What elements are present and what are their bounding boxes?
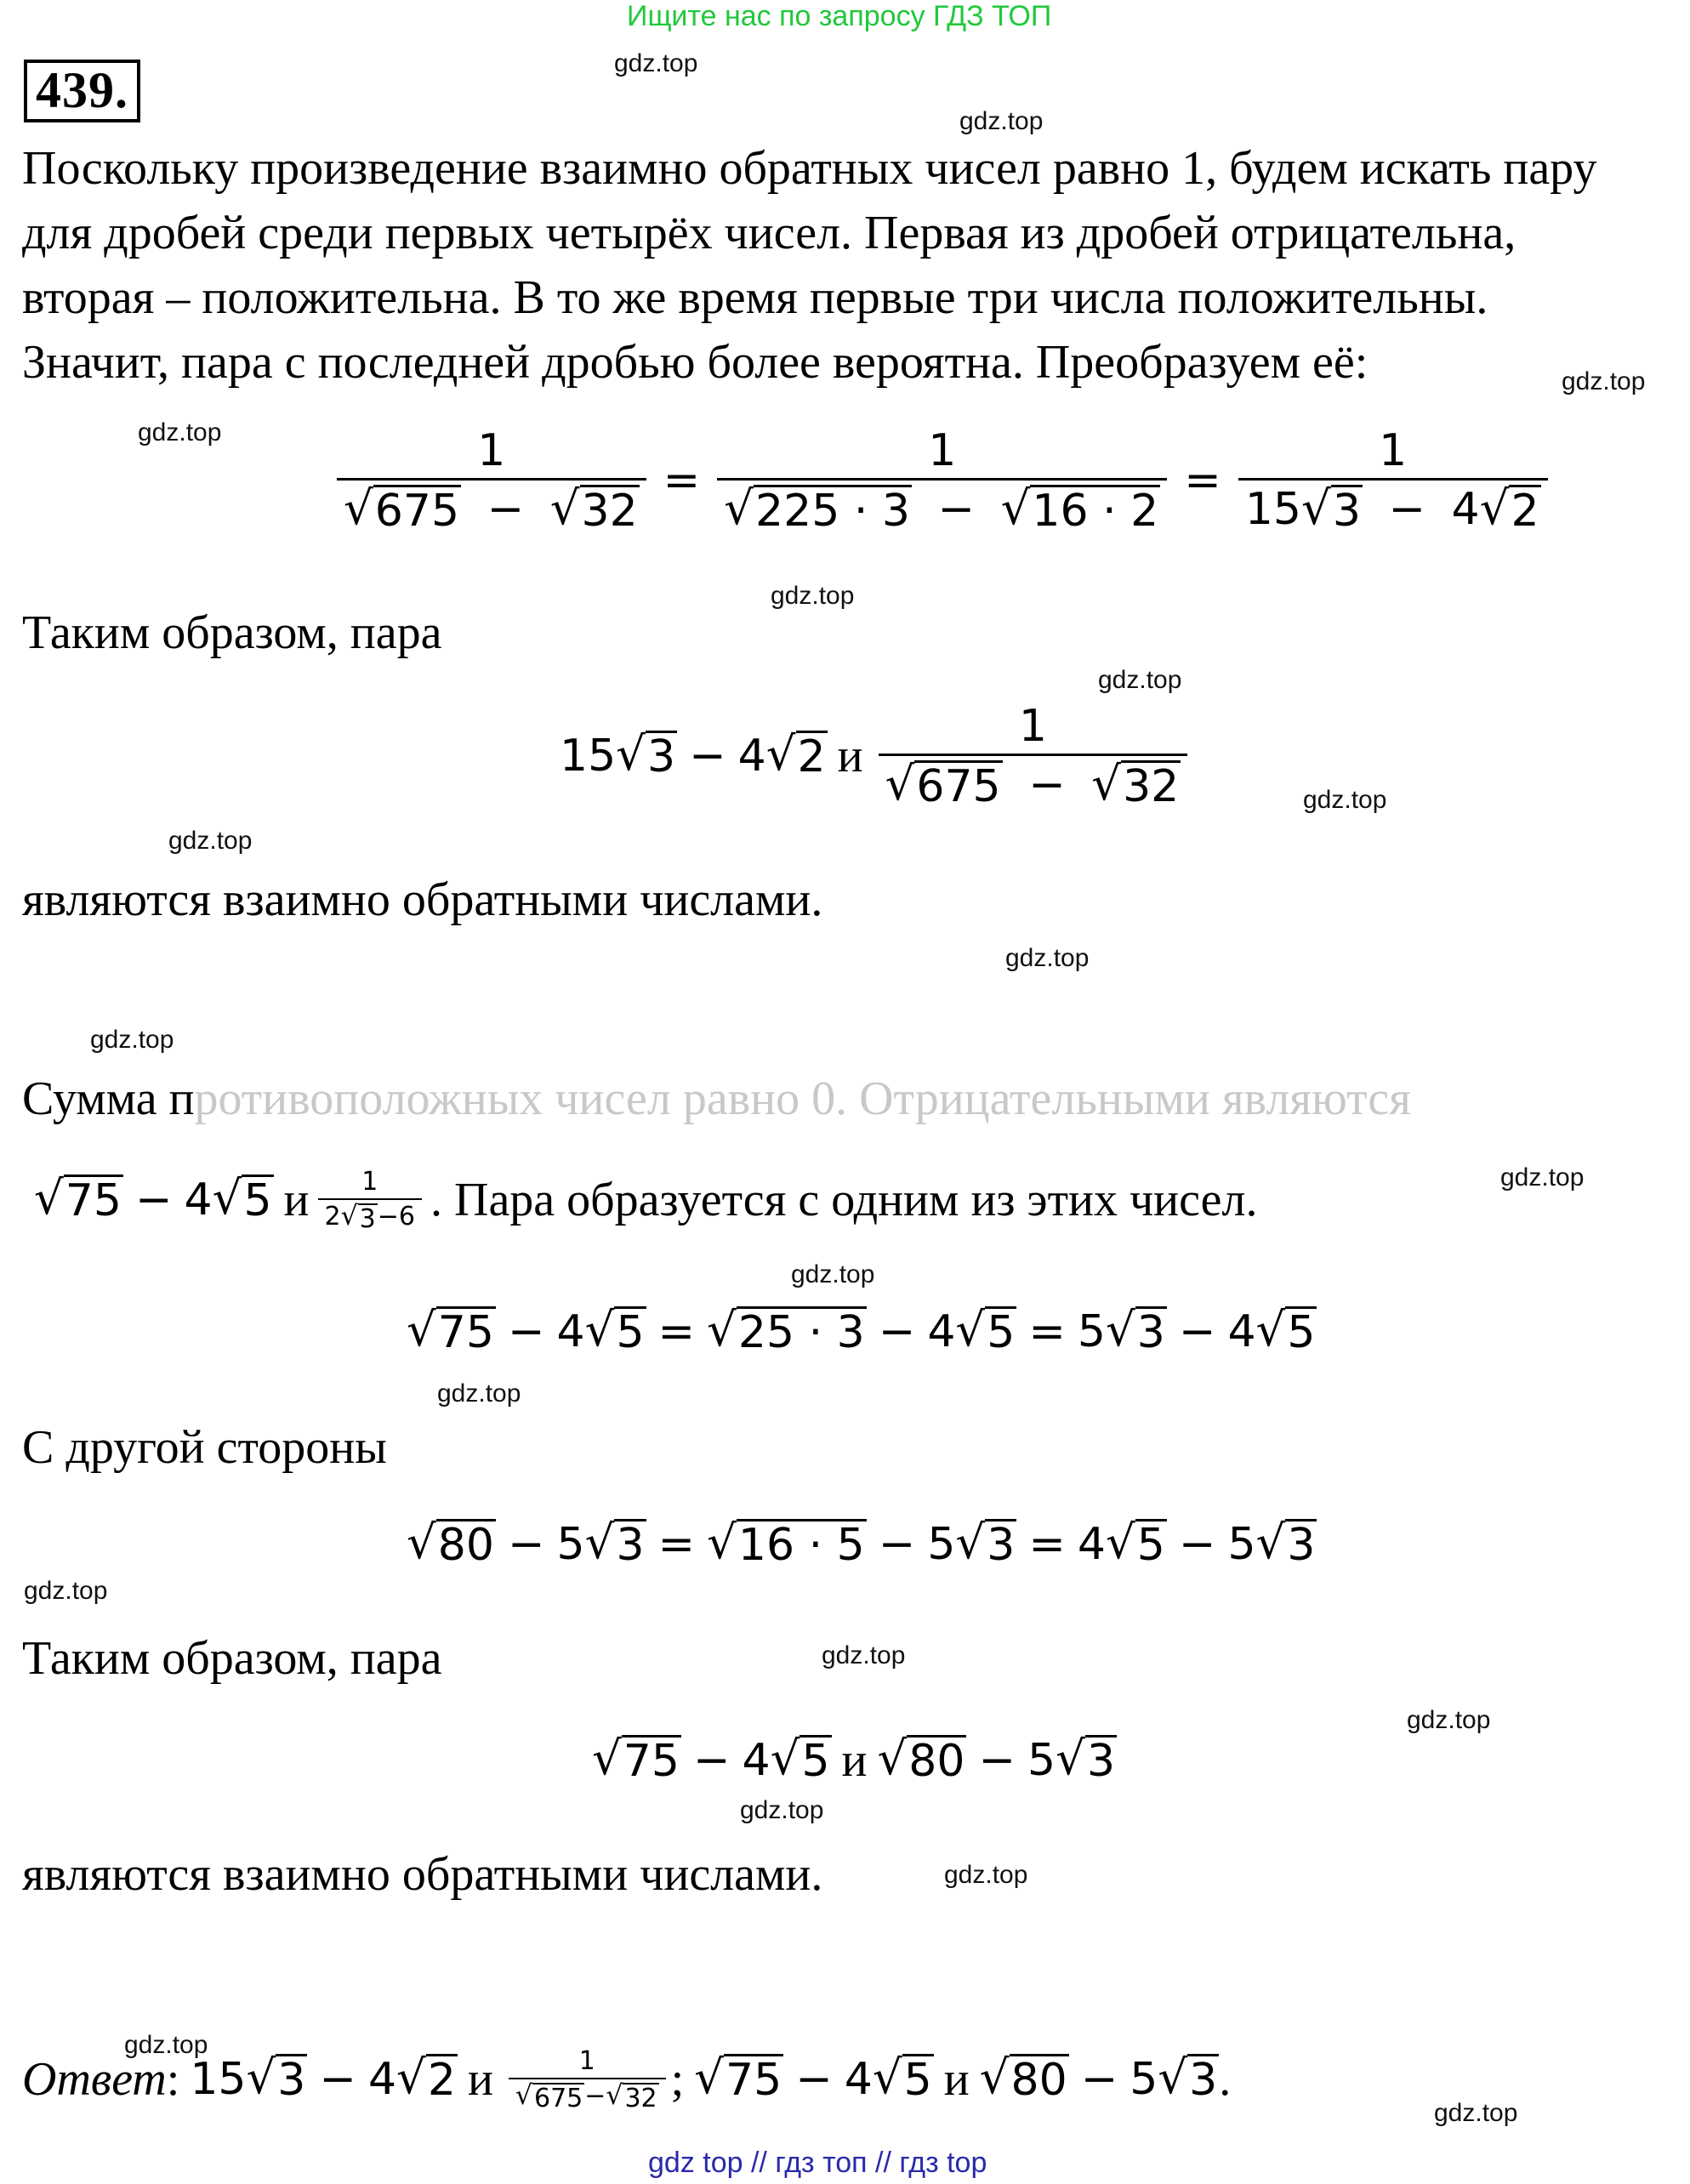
text-reciprocal: являются взаимно обратными числами. <box>22 873 823 926</box>
footer-links[interactable]: gdz top // гдз топ // гдз top <box>648 2147 987 2179</box>
text-thus-pair: Таким образом, пара <box>22 1632 442 1685</box>
text-reciprocal: являются взаимно обратными числами. <box>22 1848 823 1901</box>
watermark: gdz.top <box>168 827 253 855</box>
intro-line: вторая – положительна. В то же время первые три числа положительны. <box>22 271 1488 324</box>
sqrt: √ 32 <box>549 481 638 537</box>
watermark: gdz.top <box>1303 786 1387 814</box>
faded-text: ротивоположных чисел равно 0. Отрицательными являются <box>194 1072 1411 1125</box>
answer-label: Ответ <box>22 2053 167 2106</box>
equals-sign: = <box>663 455 701 507</box>
watermark: gdz.top <box>791 1260 875 1288</box>
fraction: 1 √ 675 − √ 32 <box>509 2046 666 2113</box>
watermark: gdz.top <box>614 49 698 77</box>
text-thus-pair: Таким образом, пара <box>22 606 442 659</box>
fraction: 1 √ 675 − √ 32 <box>337 425 646 536</box>
intro-line: Поскольку произведение взаимно обратных чисел равно 1, будем искать пару <box>22 142 1597 195</box>
equation-3: √ 75 − 4 √ 5 и 1 2 √ 3 −6 . Пара образуется с одним из этих чисел. <box>34 1167 1258 1234</box>
watermark: gdz.top <box>138 418 222 446</box>
watermark: gdz.top <box>90 1026 174 1054</box>
watermark: gdz.top <box>1562 367 1646 395</box>
watermark: gdz.top <box>944 1861 1028 1889</box>
watermark: gdz.top <box>1407 1706 1491 1734</box>
watermark: gdz.top <box>959 107 1044 135</box>
fraction: 1 2 √ 3 −6 <box>318 1167 423 1233</box>
watermark: gdz.top <box>124 2031 208 2059</box>
watermark: gdz.top <box>1500 1163 1585 1192</box>
fraction: 1 √ 675 − √ 32 <box>879 701 1188 811</box>
watermark: gdz.top <box>1005 944 1090 972</box>
watermark: gdz.top <box>1434 2099 1518 2127</box>
equation-5: √ 80 − 5 √ 3 = √ 16 · 5 − 5 √ 3 = 4 √ 5 − 5 √ 3 <box>407 1515 1316 1571</box>
answer-line: Ответ : 15 √ 3 − 4 √ 2 и 1 √ 675 − √ 32 ; √ 75 − 4 √ 5 и √ 80 − 5 √ 3 . <box>22 2046 1232 2113</box>
watermark: gdz.top <box>437 1379 521 1408</box>
fraction: 1 15 √ 3 − 4 √ 2 <box>1238 425 1548 536</box>
sqrt: √ 675 <box>344 481 460 537</box>
watermark: gdz.top <box>24 1577 108 1605</box>
equation-2: 15 √ 3 − 4 √ 2 и 1 √ 675 − √ 32 <box>560 701 1192 811</box>
watermark: gdz.top <box>740 1796 824 1824</box>
watermark: gdz.top <box>1098 666 1182 694</box>
intro-line: Значит, пара с последней дробью более вероятна. Преобразуем её: <box>22 336 1369 389</box>
equation-6: √ 75 − 4 √ 5 и √ 80 − 5 √ 3 <box>592 1730 1116 1787</box>
watermark: gdz.top <box>771 582 855 610</box>
intro-paragraph <box>22 136 1596 395</box>
intro-line: для дробей среди первых четырёх чисел. Первая из дробей отрицательна, <box>22 207 1516 259</box>
top-banner[interactable]: Ищите нас по запросу ГДЗ ТОП <box>627 0 1052 32</box>
equation-4: √ 75 − 4 √ 5 = √ 25 · 3 − 4 √ 5 = 5 √ 3 − 4 √ 5 <box>407 1302 1316 1358</box>
fraction: 1 √ 225 · 3 − √ 16 · 2 <box>717 425 1167 536</box>
text-other-side: С другой стороны <box>22 1421 387 1474</box>
equals-sign: = <box>1184 455 1221 507</box>
watermark: gdz.top <box>822 1641 906 1669</box>
equation-1 <box>332 425 1553 536</box>
sum-line: Сумма противоположных чисел равно 0. Отрицательными являются <box>22 1072 1411 1125</box>
problem-number: 439. <box>24 60 140 122</box>
